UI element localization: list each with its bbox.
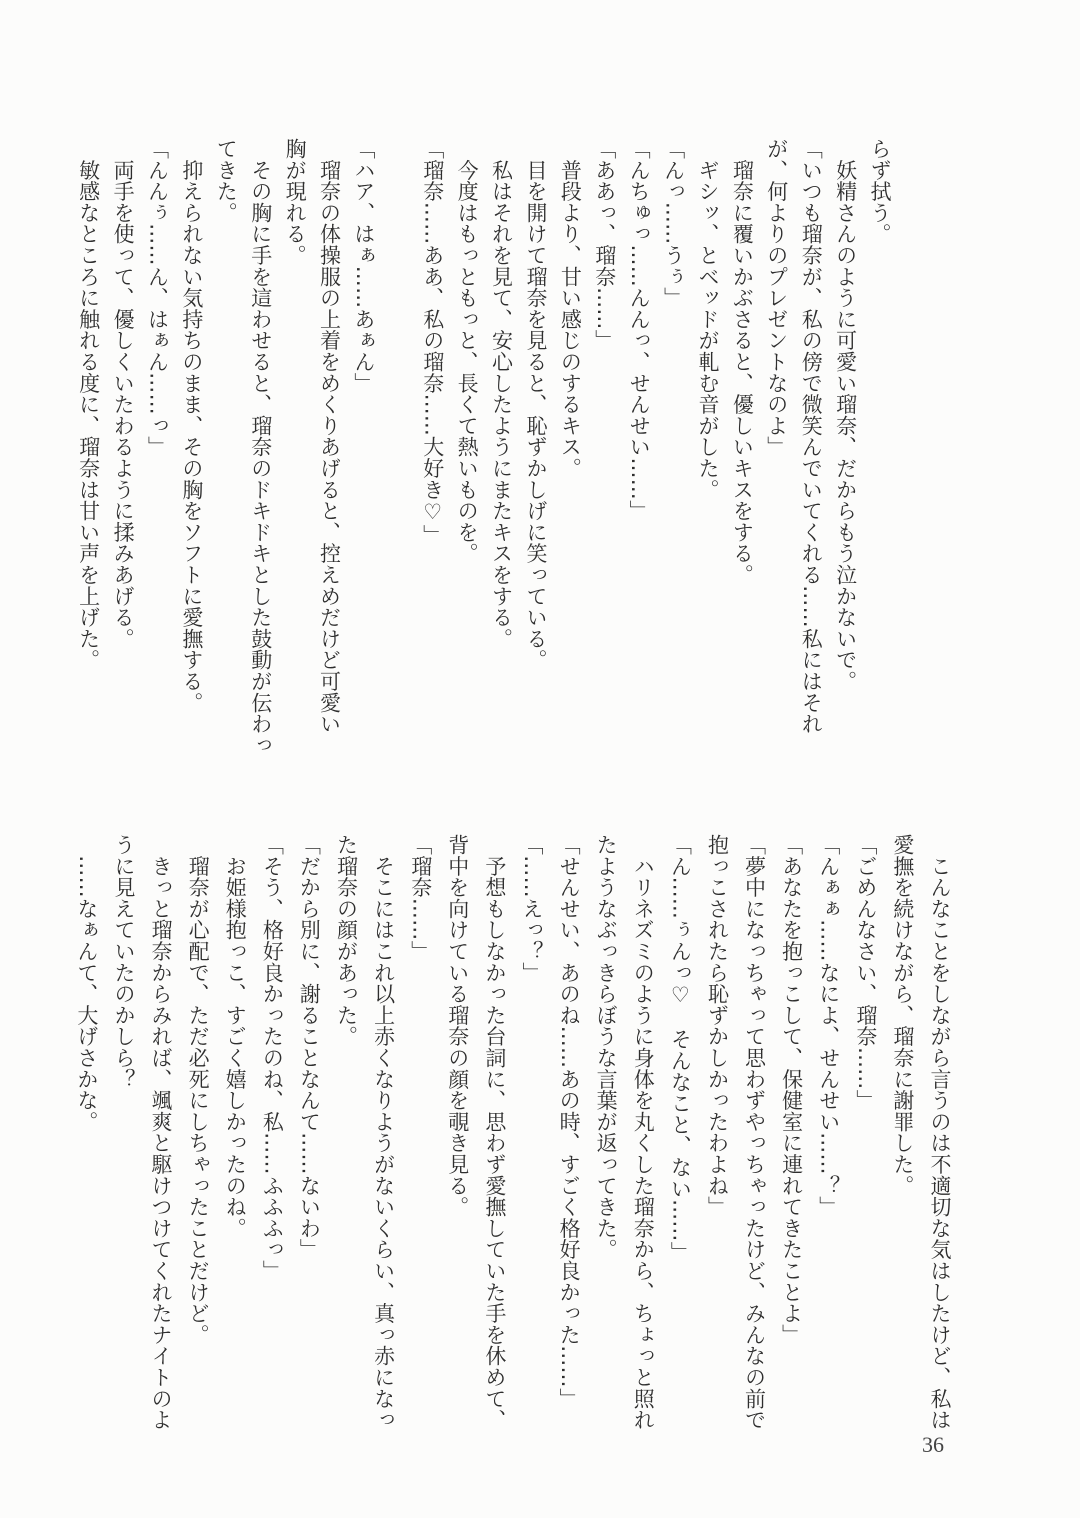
page-number: 36 — [922, 1432, 944, 1457]
text-line: た瑠奈の顔があった。 — [334, 834, 359, 1047]
text-line: 「ああっ、瑠奈……」 — [592, 138, 617, 351]
text-line: 「いつも瑠奈が、私の傍で微笑んでいてくれる……私にはそれ — [799, 138, 824, 735]
text-line: 抱っこされたら恥ずかしかったわよね」 — [705, 834, 730, 1218]
text-line: 「んっ……うぅ」 — [661, 138, 686, 309]
text-line: 「瑠奈……ああ、私の瑠奈……大好き♡」 — [420, 138, 445, 546]
text-line: ハリネズミのように身体を丸くした瑠奈から、ちょっと照れ — [631, 834, 656, 1431]
text-line: 両手を使って、優しくいたわるように揉みあげる。 — [111, 138, 136, 650]
text-line: 「んちゅっ……んんっ、せんせい……」 — [627, 138, 652, 522]
text-line: 敏感なところに触れる度に、瑠奈は甘い声を上げた。 — [76, 138, 101, 671]
text-line: ギシッ、とベッドが軋む音がした。 — [695, 138, 720, 501]
text-line: 「ハア、はぁ……あぁん」 — [351, 138, 376, 394]
text-line: こんなことをしながら言うのは不適切な気はしたけど、私は — [928, 834, 952, 1431]
text-line: 「夢中になっちゃって思わずやっちゃったけど、みんなの前で — [742, 834, 767, 1431]
text-line: 背中を向けている瑠奈の顔を覗き見る。 — [445, 834, 470, 1218]
text-line: 抑えられない気持ちのまま、その胸をソフトに愛撫する。 — [179, 138, 204, 714]
text-line: うに見えていたのかしら？ — [111, 834, 136, 1090]
text-line: が、何よりのプレゼントなのよ」 — [764, 138, 789, 458]
text-line: 「んぁぁ……なによ、せんせい……？」 — [816, 834, 841, 1218]
text-line: きっと瑠奈からみれば、颯爽と駆けつけてくれたナイトのよ — [149, 834, 174, 1431]
text-line: 愛撫を続けながら、瑠奈に謝罪した。 — [890, 834, 915, 1197]
text-line: お姫様抱っこ、すごく嬉しかったのね。 — [223, 834, 248, 1239]
text-line: 「あなたを抱っこして、保健室に連れてきたことよ」 — [779, 834, 804, 1346]
lower-text-block — [68, 834, 958, 1434]
text-line: 「せんせい、あのね……あの時、すごく格好良かった……」 — [557, 834, 582, 1410]
text-line: 今度はもっともっと、長くて熱いものを。 — [455, 138, 480, 564]
text-line: 「ごめんなさい、瑠奈……」 — [853, 834, 878, 1111]
text-line: 「んんぅ……ん、はぁん……っ」 — [145, 138, 170, 458]
text-line: 私はそれを見て、安心したようにまたキスをする。 — [489, 138, 514, 650]
text-line — [381, 138, 415, 758]
text-line: 瑠奈が心配で、ただ必死にしちゃったことだけど。 — [186, 834, 211, 1346]
text-line: 予想もしなかった台詞に、思わず愛撫していた手を休めて、 — [482, 834, 507, 1431]
text-line: 目を開けて瑠奈を見ると、恥ずかしげに笑っている。 — [523, 138, 548, 671]
text-line: 「そう、格好良かったのね、私……ふふふっ」 — [260, 834, 285, 1282]
text-line: 妖精さんのように可愛い瑠奈、だからもう泣かないで。 — [833, 138, 858, 692]
text-line: てきた。 — [214, 138, 239, 224]
text-line: 「瑠奈……」 — [408, 834, 433, 962]
text-line: その胸に手を這わせると、瑠奈のドキドキとした鼓動が伝わっ — [248, 138, 273, 756]
text-line: そこにはこれ以上赤くなりようがないくらい、真っ赤になっ — [371, 834, 396, 1431]
text-line: 瑠奈の体操服の上着をめくりあげると、控えめだけど可愛い — [317, 138, 342, 735]
text-line: 瑠奈に覆いかぶさると、優しいキスをする。 — [730, 138, 755, 586]
text-line: 「だから別に、謝ることなんて……ないわ」 — [297, 834, 322, 1260]
text-line: 普段より、甘い感じのするキス。 — [558, 138, 583, 479]
text-line: 「……えっ？」 — [519, 834, 544, 984]
text-line: らず拭う。 — [868, 138, 892, 245]
text-line: たようなぶっきらぼうな言葉が返ってきた。 — [594, 834, 619, 1260]
text-line: 「ん……ぅんっ♡ そんなこと、ない……」 — [668, 834, 693, 1263]
upper-text-block — [71, 138, 897, 758]
text-line: ……なぁんて、大げさかな。 — [74, 834, 99, 1133]
text-line: 胸が現れる。 — [283, 138, 308, 266]
